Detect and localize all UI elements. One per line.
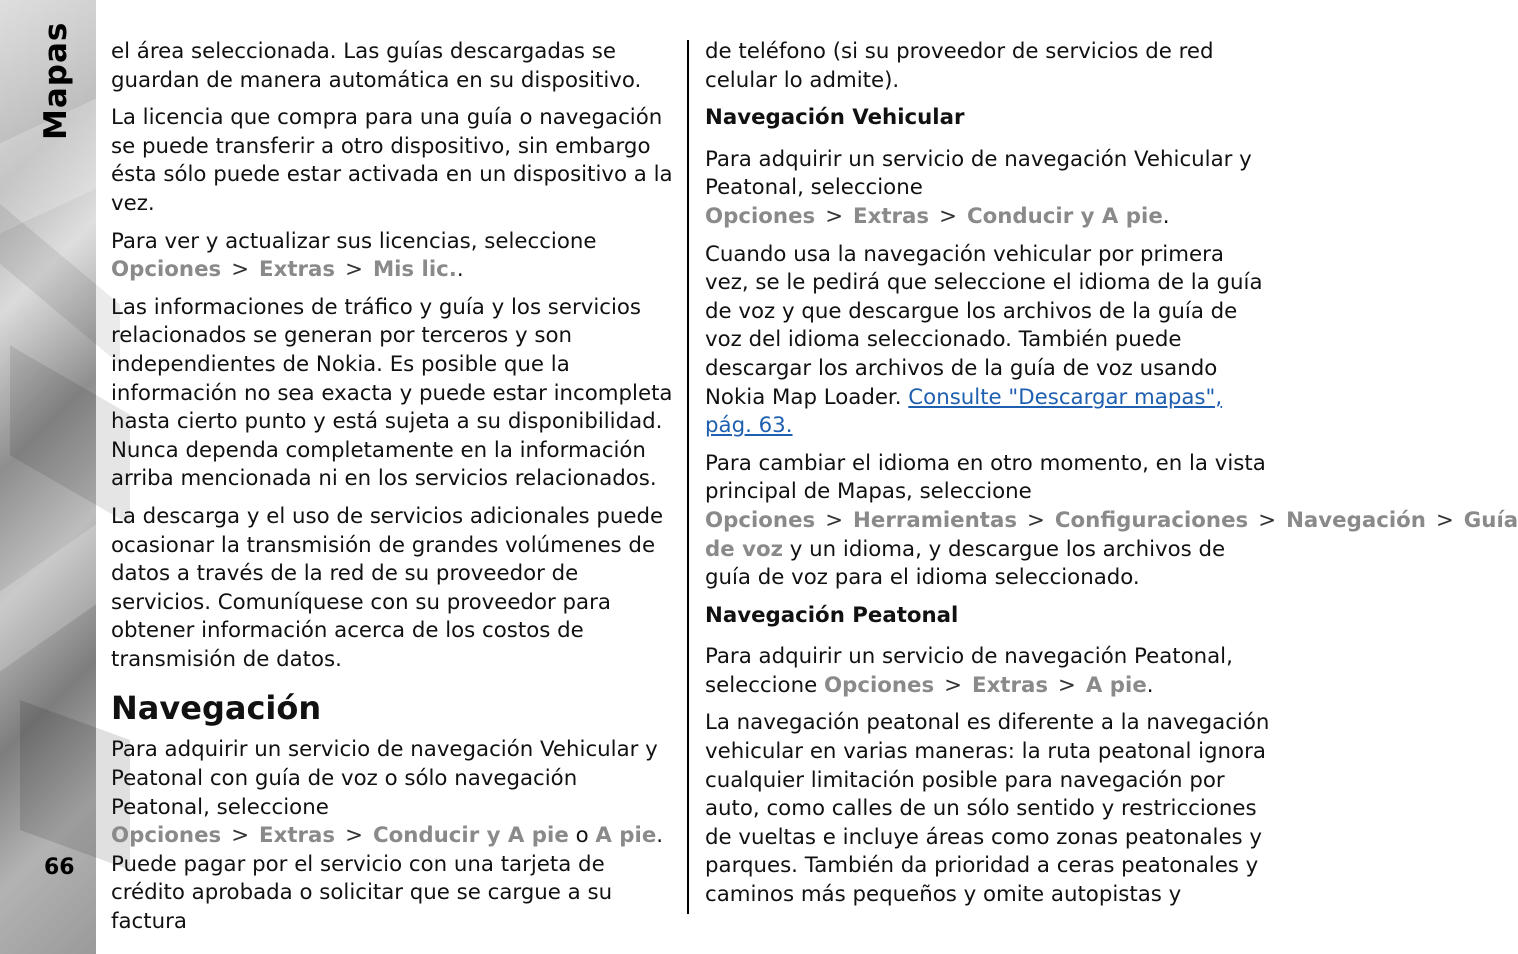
paragraph: La navegación peatonal es diferente a la navegación vehicular en varias maneras: la ruta peatonal ignora cualquier limitación posible para navegación por auto, como calles de un sólo sentido y restricciones de vueltas e incluye áreas como zonas peatonales y parques. También da prioridad a ceras peatonales y caminos más pequeños y omite autopistas y: [705, 710, 1270, 908]
menu-separator: >: [1435, 507, 1454, 533]
menu-item-herramientas: Herramientas: [853, 507, 1018, 533]
menu-separator: >: [1027, 507, 1045, 533]
menu-item-extras: Extras: [972, 672, 1049, 698]
menu-separator: >: [825, 203, 844, 229]
menu-separator: >: [1258, 507, 1277, 533]
menu-item-conducir-y-a-pie: Conducir y A pie: [372, 823, 569, 849]
subsection-heading: Navegación Peatonal: [705, 602, 959, 628]
paragraph: Para ver y actualizar sus licencias, seleccione Opciones > Extras > Mis lic..: [111, 228, 597, 283]
menu-item-opciones: Opciones: [111, 823, 222, 849]
paragraph: Para adquirir un servicio de navegación Peatonal, seleccione Opciones > Extras > A pie.: [705, 644, 1233, 698]
decorative-facet: [0, 195, 120, 364]
cross-reference-link[interactable]: Consulte "Descargar mapas", pág. 63.: [705, 384, 1223, 439]
menu-item-mis-lic: Mis lic.: [372, 257, 457, 283]
menu-separator: >: [1058, 672, 1076, 698]
subsection-heading: Navegación Vehicular: [705, 105, 965, 131]
menu-item-navegacion: Navegación: [1286, 507, 1426, 533]
paragraph: La descarga y el uso de servicios adicionales puede ocasionar la transmisión de grandes volúmenes de datos a través de la red de su proveedor de servicios. Comuníquese con su proveedor para obtener información acerca de los costos de transmisión de datos.: [111, 503, 664, 672]
menu-item-a-pie: A pie: [595, 823, 657, 849]
menu-separator: >: [345, 823, 363, 849]
paragraph: Cuando usa la navegación vehicular por primera vez, se le pedirá que seleccione el idioma de la guía de voz y que descargue los archivos de la guía de voz del idioma seleccionado. También puede descargar los archivos de la guía de voz usando Nokia Map Loader. Consulte "Descargar mapas", pág. 63.: [705, 241, 1263, 439]
menu-item-extras: Extras: [259, 257, 336, 283]
decorative-facet: [0, 507, 120, 692]
right-column: [705, 38, 1518, 919]
left-column: [111, 38, 676, 946]
paragraph: el área seleccionada. Las guías descargadas se guardan de manera automática en su dispositivo.: [111, 39, 642, 93]
column-divider: [687, 40, 689, 914]
menu-item-configuraciones: Configuraciones: [1054, 507, 1249, 533]
menu-separator: >: [231, 823, 250, 849]
menu-item-a-pie: A pie: [1085, 672, 1147, 698]
section-title: Mapas: [38, 21, 74, 140]
menu-item-extras: Extras: [853, 203, 930, 229]
menu-item-extras: Extras: [259, 823, 336, 849]
menu-separator: >: [944, 672, 963, 698]
menu-item-opciones: Opciones: [111, 257, 222, 283]
menu-item-conducir-y-a-pie: Conducir y A pie: [966, 203, 1163, 229]
menu-item-guia-de-voz: Guía de voz: [705, 507, 1518, 562]
menu-item-opciones: Opciones: [705, 507, 816, 533]
menu-separator: >: [939, 203, 957, 229]
section-heading: Navegación: [111, 689, 322, 728]
paragraph: Las informaciones de tráfico y guía y los servicios relacionados se generan por terceros y son independientes de Nokia. Es posible que la información no sea exacta y puede estar incompleta hasta cierto punto y está sujeta a su disponibilidad. Nunca dependa completamente en la información arriba mencionada ni en los servicios relacionados.: [111, 294, 673, 492]
paragraph: de teléfono (si su proveedor de servicios de red celular lo admite).: [705, 39, 1214, 93]
paragraph: La licencia que compra para una guía o navegación se puede transferir a otro dispositivo, sin embargo ésta sólo puede estar activada en un dispositivo a la vez.: [111, 105, 673, 216]
menu-item-opciones: Opciones: [705, 203, 816, 229]
paragraph: Para adquirir un servicio de navegación Vehicular y Peatonal, seleccione Opciones > Extras > Conducir y A pie.: [705, 146, 1252, 229]
paragraph: Para cambiar el idioma en otro momento, en la vista principal de Mapas, seleccione Opciones > Herramientas > Configuraciones > Navegación > Guía de voz y un idioma, y descargue los archivos de guía de voz para el idioma seleccionado.: [705, 450, 1518, 591]
section-sidebar: [0, 0, 96, 954]
menu-separator: >: [825, 507, 844, 533]
menu-separator: >: [345, 257, 363, 283]
menu-item-opciones: Opciones: [823, 672, 935, 698]
page-number: 66: [44, 855, 75, 880]
menu-separator: >: [231, 257, 250, 283]
paragraph: Para adquirir un servicio de navegación Vehicular y Peatonal con guía de voz o sólo navegación Peatonal, seleccione Opciones > Extras > Conducir y A pie o A pie. Puede pagar por el servicio con una tarjeta de crédito aprobada o solicitar que se cargue a su factura: [111, 737, 664, 935]
